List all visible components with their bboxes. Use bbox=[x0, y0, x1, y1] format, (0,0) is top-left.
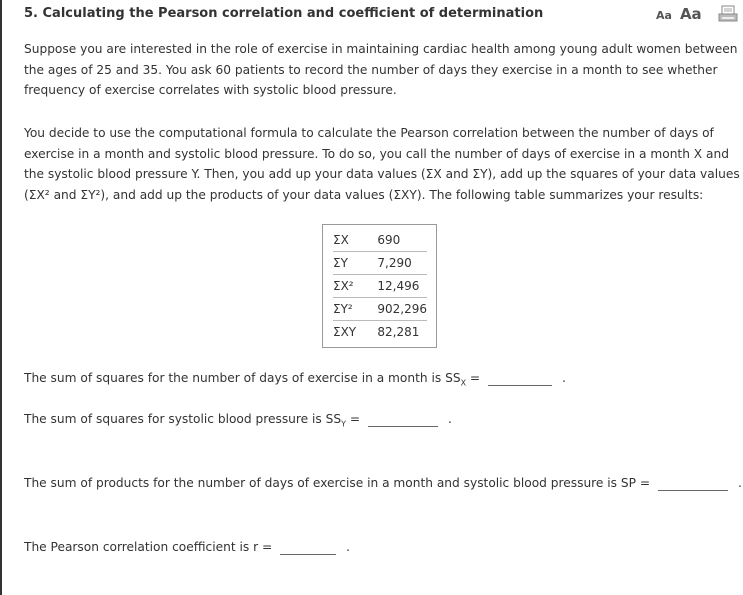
sp-answer-blank[interactable] bbox=[658, 476, 728, 491]
ssy-answer-blank[interactable] bbox=[368, 412, 438, 427]
ssy-equals: = bbox=[346, 412, 361, 426]
ssy-subscript: Y bbox=[341, 419, 346, 429]
row-label: ΣY bbox=[333, 252, 377, 275]
ssx-answer-blank[interactable] bbox=[488, 371, 552, 386]
r-question bbox=[24, 540, 350, 555]
row-label: ΣXY bbox=[333, 325, 357, 339]
row-label: ΣY² bbox=[333, 298, 377, 321]
ssx-question bbox=[24, 371, 566, 387]
row-value: 902,296 bbox=[377, 298, 427, 321]
table-row bbox=[333, 275, 427, 298]
intro-paragraph: Suppose you are interested in the role of exercise in maintaining cardiac health among young adult women between the ages of 25 and 35. You ask 60 patients to record the number of days they exercise in a month to see whether frequency of exercise correlates with systolic blood pressure. bbox=[24, 42, 738, 97]
ssy-question-text: The sum of squares for systolic blood pressure is SS bbox=[24, 412, 342, 426]
r-question-text: The Pearson correlation coefficient is r = bbox=[24, 540, 273, 554]
row-value: 12,496 bbox=[377, 275, 427, 298]
increase-font-button[interactable]: Aa bbox=[679, 5, 702, 23]
r-end-mark: . bbox=[346, 540, 350, 554]
question-title: 5. Calculating the Pearson correlation and coefficient of determination bbox=[24, 6, 544, 21]
method-paragraph: You decide to use the computational formula to calculate the Pearson correlation between the number of days of exercise in a month and systolic blood pressure. To do so, you call the number of days of exercise in a month X and the systolic blood pressure Y. Then, you add up your data values (ΣX and ΣY), add up the squares of your data values (ΣX² and ΣY²), and add up the products of your data values (ΣXY). The following table summarizes your results: bbox=[24, 126, 740, 202]
sp-end-mark: . bbox=[737, 476, 742, 490]
ssy-question bbox=[24, 412, 452, 428]
row-value: 7,290 bbox=[377, 252, 427, 275]
ssx-end-mark: . bbox=[562, 371, 566, 385]
table-row bbox=[333, 298, 427, 321]
row-label: ΣX bbox=[333, 229, 377, 252]
ssx-question-text: The sum of squares for the number of days of exercise in a month is SS bbox=[24, 371, 461, 385]
sp-question bbox=[24, 476, 742, 491]
table-row bbox=[333, 321, 427, 344]
row-value: 690 bbox=[377, 229, 427, 252]
ssx-subscript: X bbox=[460, 378, 467, 388]
font-size-controls bbox=[656, 5, 702, 23]
decrease-font-button[interactable]: Aa bbox=[656, 9, 672, 22]
print-icon[interactable] bbox=[718, 5, 738, 23]
sp-question-text: The sum of products for the number of days of exercise in a month and systolic blood pressure is SP = bbox=[24, 476, 651, 490]
summary-table bbox=[322, 224, 437, 348]
r-answer-blank[interactable] bbox=[280, 540, 336, 555]
ssx-equals: = bbox=[466, 371, 481, 385]
table-row bbox=[333, 229, 427, 252]
ssy-end-mark: . bbox=[447, 412, 452, 426]
left-border bbox=[0, 0, 2, 595]
table-row bbox=[333, 252, 427, 275]
row-value: 82,281 bbox=[377, 325, 420, 339]
row-label: ΣX² bbox=[333, 275, 377, 298]
